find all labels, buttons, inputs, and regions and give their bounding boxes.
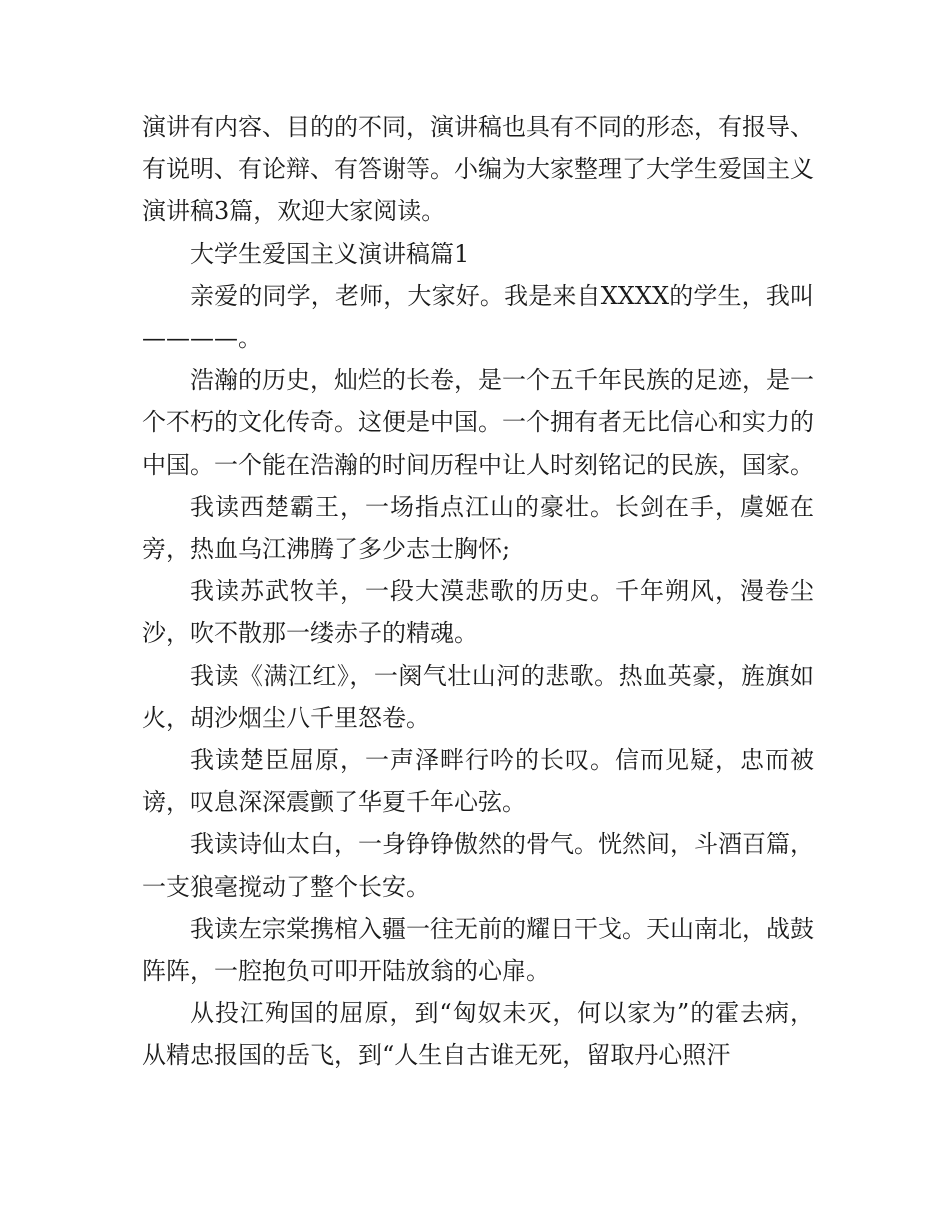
body-paragraph: 我读《满江红》，一阕气壮山河的悲歌。热血英豪，旌旗如火，胡沙烟尘八千里怒卷。 xyxy=(142,661,814,732)
body-paragraph: 我读诗仙太白，一身铮铮傲然的骨气。恍然间，斗酒百篇，一支狼毫搅动了整个长安。 xyxy=(142,830,814,901)
body-paragraph: 我读苏武牧羊，一段大漠悲歌的历史。千年朔风，漫卷尘沙，吹不散那一缕赤子的精魂。 xyxy=(142,577,814,648)
document-body xyxy=(142,106,814,1077)
intro-paragraph: 演讲有内容、目的的不同，演讲稿也具有不同的形态，有报导、有说明、有论辩、有答谢等。小编为大家整理了大学生爱国主义演讲稿3篇，欢迎大家阅读。 xyxy=(142,113,814,226)
section-heading: 大学生爱国主义演讲稿篇1 xyxy=(190,239,470,268)
greeting-paragraph: 亲爱的同学，老师，大家好。我是来自XXXX的学生，我叫————。 xyxy=(142,281,814,353)
body-paragraph: 从投江殉国的屈原，到“匈奴未灭，何以家为”的霍去病，从精忠报国的岳飞，到“人生自古谁无死，留取丹心照汗 xyxy=(142,999,814,1070)
body-paragraph: 我读西楚霸王，一场指点江山的豪壮。长剑在手，虞姬在旁，热血乌江沸腾了多少志士胸怀; xyxy=(142,492,814,564)
body-paragraph: 我读左宗棠携棺入疆一往无前的耀日干戈。天山南北，战鼓阵阵，一腔抱负可叩开陆放翁的心扉。 xyxy=(142,914,814,986)
body-paragraph: 我读楚臣屈原，一声泽畔行吟的长叹。信而见疑，忠而被谤，叹息深深震颤了华夏千年心弦。 xyxy=(142,746,814,817)
body-paragraph: 浩瀚的历史，灿烂的长卷，是一个五千年民族的足迹，是一个不朽的文化传奇。这便是中国。一个拥有者无比信心和实力的中国。一个能在浩瀚的时间历程中让人时刻铭记的民族，国家。 xyxy=(142,366,814,479)
